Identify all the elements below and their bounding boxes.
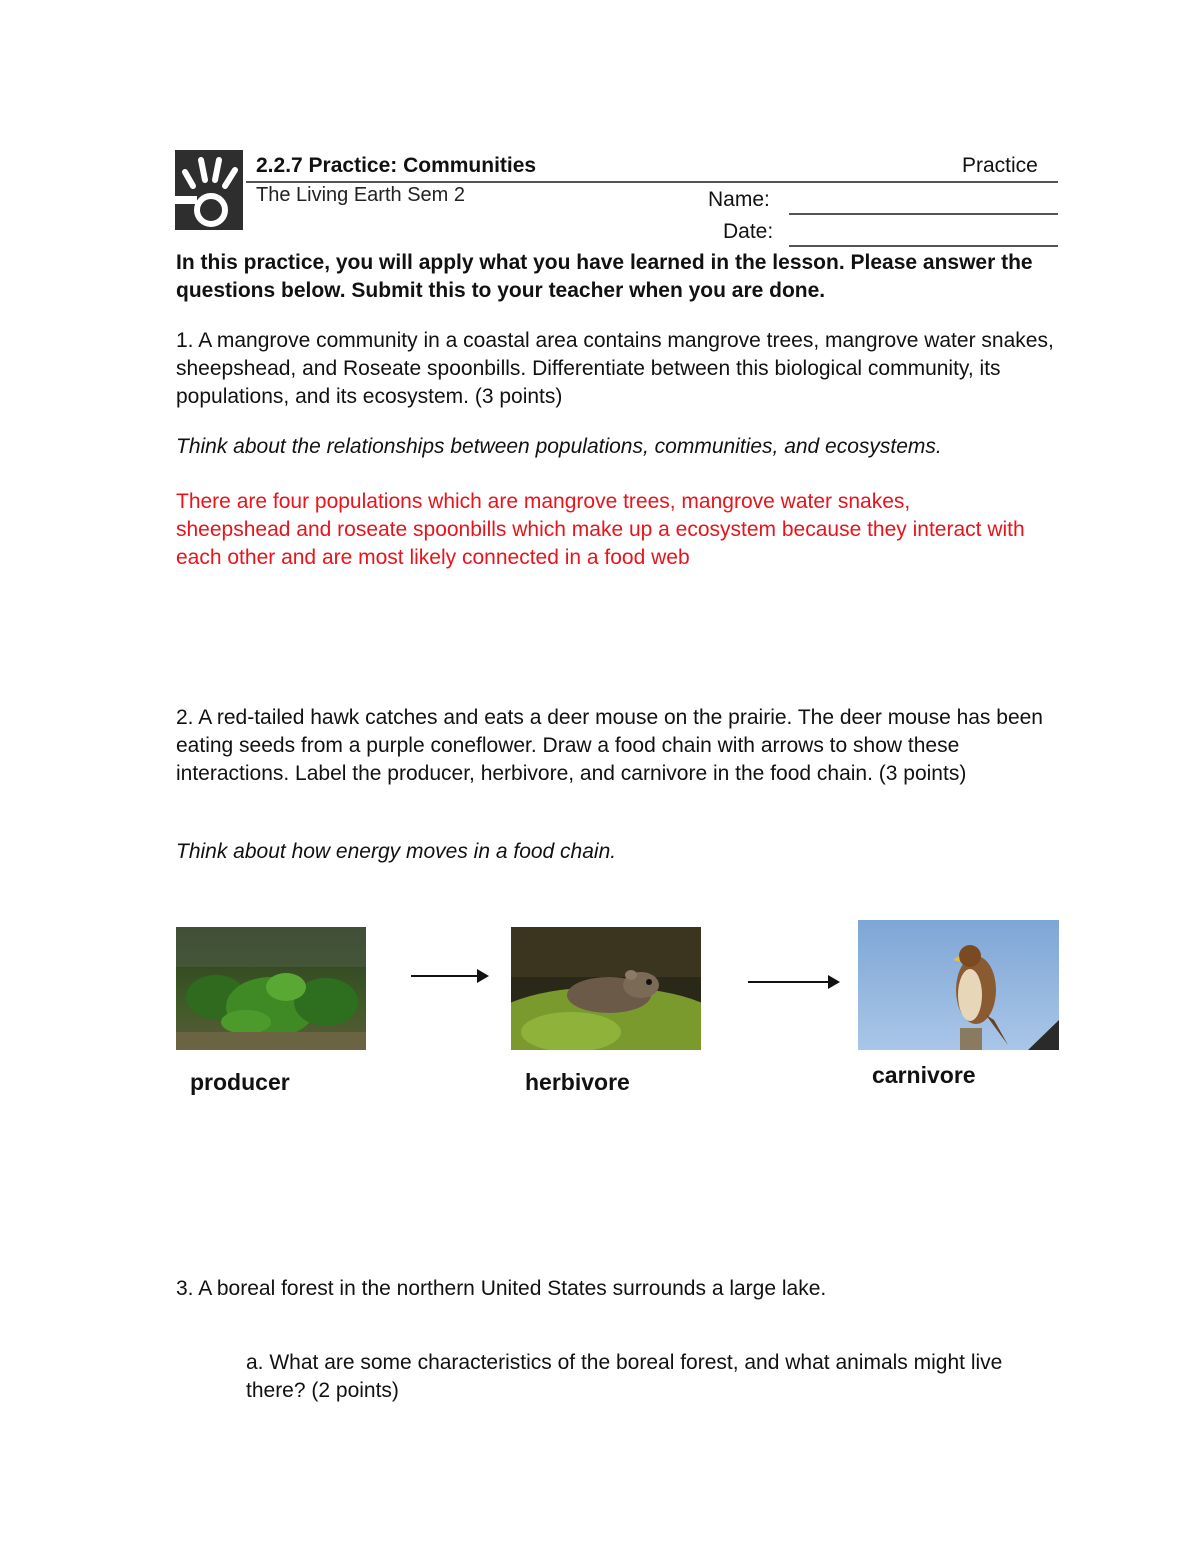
question-1-hint: Think about the relationships between populations, communities, and ecosystems. xyxy=(176,435,942,458)
header-divider xyxy=(246,181,1058,183)
arrow-herbivore-to-carnivore-icon xyxy=(748,981,838,983)
herbivore-mouse-image xyxy=(511,927,701,1050)
carnivore-hawk-image xyxy=(858,920,1059,1050)
page-title: 2.2.7 Practice: Communities xyxy=(256,154,537,177)
course-name: The Living Earth Sem 2 xyxy=(256,184,465,206)
carnivore-label: carnivore xyxy=(872,1062,976,1088)
name-field-line[interactable] xyxy=(789,213,1058,215)
arrow-producer-to-herbivore-icon xyxy=(411,975,487,977)
question-3: 3. A boreal forest in the northern United States surrounds a large lake. xyxy=(176,1277,827,1300)
producer-label: producer xyxy=(190,1069,290,1095)
question-2-hint: Think about how energy moves in a food chain. xyxy=(176,840,617,863)
date-field-line[interactable] xyxy=(789,245,1058,247)
question-2: 2. A red-tailed hawk catches and eats a deer mouse on the prairie. The deer mouse has been eating seeds from a purple coneflower. Draw a food chain with arrows to show these interactions. Label the producer, herbivore, and carnivore in the food chain. (3 points) xyxy=(176,706,1043,785)
question-3a: a. What are some characteristics of the boreal forest, and what animals might live there? (2 points) xyxy=(246,1351,1003,1402)
question-1-answer: There are four populations which are mangrove trees, mangrove water snakes, sheepshead and roseate spoonbills which make up a ecosystem because they interact with each other and are most likely connected in a food web xyxy=(176,490,1025,569)
date-label: Date: xyxy=(723,220,774,243)
sunburst-logo-icon xyxy=(175,150,243,230)
question-1: 1. A mangrove community in a coastal area contains mangrove trees, mangrove water snakes, sheepshead, and Roseate spoonbills. Differentiate between this biological community, its populations, and its ecosystem. (3 points) xyxy=(176,329,1054,408)
instructions: In this practice, you will apply what you have learned in the lesson. Please answer the questions below. Submit this to your teacher when you are done. xyxy=(176,251,1033,302)
herbivore-label: herbivore xyxy=(525,1069,630,1095)
producer-plant-image xyxy=(176,927,366,1050)
name-label: Name: xyxy=(708,188,770,211)
practice-tag: Practice xyxy=(962,154,1038,177)
